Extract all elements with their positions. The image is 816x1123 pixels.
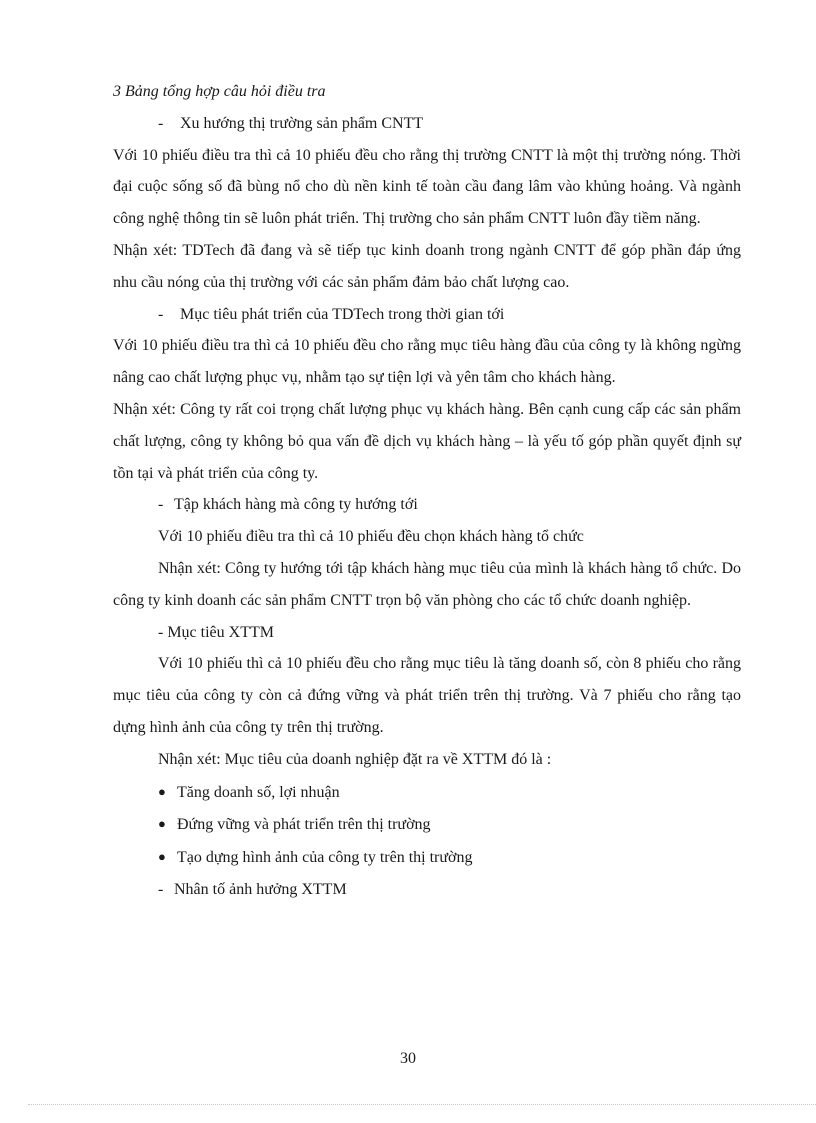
dash-item-text: Nhân tố ảnh hưởng XTTM: [174, 880, 347, 898]
dash-item-target-customers: [113, 489, 741, 521]
bullet-item: [113, 776, 741, 809]
paragraph-market-trend: Với 10 phiếu điều tra thì cả 10 phiếu đều cho rằng thị trường CNTT là một thị trường nóng. Thời đại cuộc sống số đã bùng nổ cho dù nền kinh tế toàn cầu đang lâm vào khủng hoảng. Và ngành công nghệ thông tin sẽ luôn phát triển. Thị trường cho sản phẩm CNTT luôn đầy tiềm năng.: [113, 146, 741, 228]
bullet-item: [113, 808, 741, 841]
bullet-icon: ●: [158, 816, 166, 832]
bullet-text: Đứng vững và phát triển trên thị trường: [177, 816, 431, 834]
comment-target-customers: Nhận xét: Công ty hướng tới tập khách hàng mục tiêu của mình là khách hàng tổ chức. Do công ty kinh doanh các sản phẩm CNTT trọn bộ văn phòng cho các tổ chức doanh nghiệp.: [113, 559, 741, 609]
bullet-text: Tăng doanh số, lợi nhuận: [177, 783, 340, 801]
dash-marker: -: [158, 114, 164, 132]
dash-item-xttm-goal: - Mục tiêu XTTM: [158, 623, 274, 641]
dash-item-development-goal: [113, 299, 741, 331]
bullet-icon: ●: [158, 849, 166, 865]
comment-xttm-goal: Nhận xét: Mục tiêu của doanh nghiệp đặt ra về XTTM đó là :: [158, 750, 552, 768]
page-number: 30: [400, 1050, 416, 1067]
dash-marker: -: [158, 496, 164, 514]
section-title: 3 Bảng tổng hợp câu hỏi điều tra: [113, 83, 326, 100]
dash-item-text: Mục tiêu phát triển của TDTech trong thời gian tới: [180, 305, 505, 323]
paragraph-target-customers: Với 10 phiếu điều tra thì cả 10 phiếu đều chọn khách hàng tổ chức: [158, 528, 584, 546]
dash-item-text: Tập khách hàng mà công ty hướng tới: [174, 496, 418, 514]
bullet-item: [113, 841, 741, 874]
dash-item-text: Xu hướng thị trường sản phẩm CNTT: [180, 114, 424, 132]
paragraph-development-goal: Với 10 phiếu điều tra thì cả 10 phiếu đều cho rằng mục tiêu hàng đầu của công ty là không ngừng nâng cao chất lượng phục vụ, nhằm tạo sự tiện lợi và yên tâm cho khách hàng.: [113, 337, 741, 387]
dash-item-xttm-factors: [113, 874, 741, 906]
dash-item-market-trend: [113, 108, 741, 140]
comment-market-trend: Nhận xét: TDTech đã đang và sẽ tiếp tục kinh doanh trong ngành CNTT để góp phần đáp ứng nhu cầu nóng của thị trường với các sản phẩm đảm bảo chất lượng cao.: [113, 241, 741, 291]
dash-marker: -: [158, 305, 164, 323]
bullet-icon: ●: [158, 783, 166, 799]
comment-development-goal: Nhận xét: Công ty rất coi trọng chất lượng phục vụ khách hàng. Bên cạnh cung cấp các sản phẩm chất lượng, công ty không bỏ qua vấn đề dịch vụ khách hàng – là yếu tố góp phần quyết định sự tồn tại và phát triển của công ty.: [113, 400, 741, 482]
page-content: [113, 76, 741, 906]
dash-marker: -: [158, 880, 164, 898]
bullet-text: Tạo dựng hình ảnh của công ty trên thị trường: [177, 849, 473, 867]
page-bottom-divider: [28, 1104, 816, 1105]
paragraph-xttm-goal: Với 10 phiếu thì cả 10 phiếu đều cho rằng mục tiêu là tăng doanh số, còn 8 phiếu cho rằng mục tiêu của công ty còn cả đứng vững và phát triển trên thị trường. Và 7 phiếu cho rằng tạo dựng hình ảnh của công ty trên thị trường.: [113, 655, 741, 736]
